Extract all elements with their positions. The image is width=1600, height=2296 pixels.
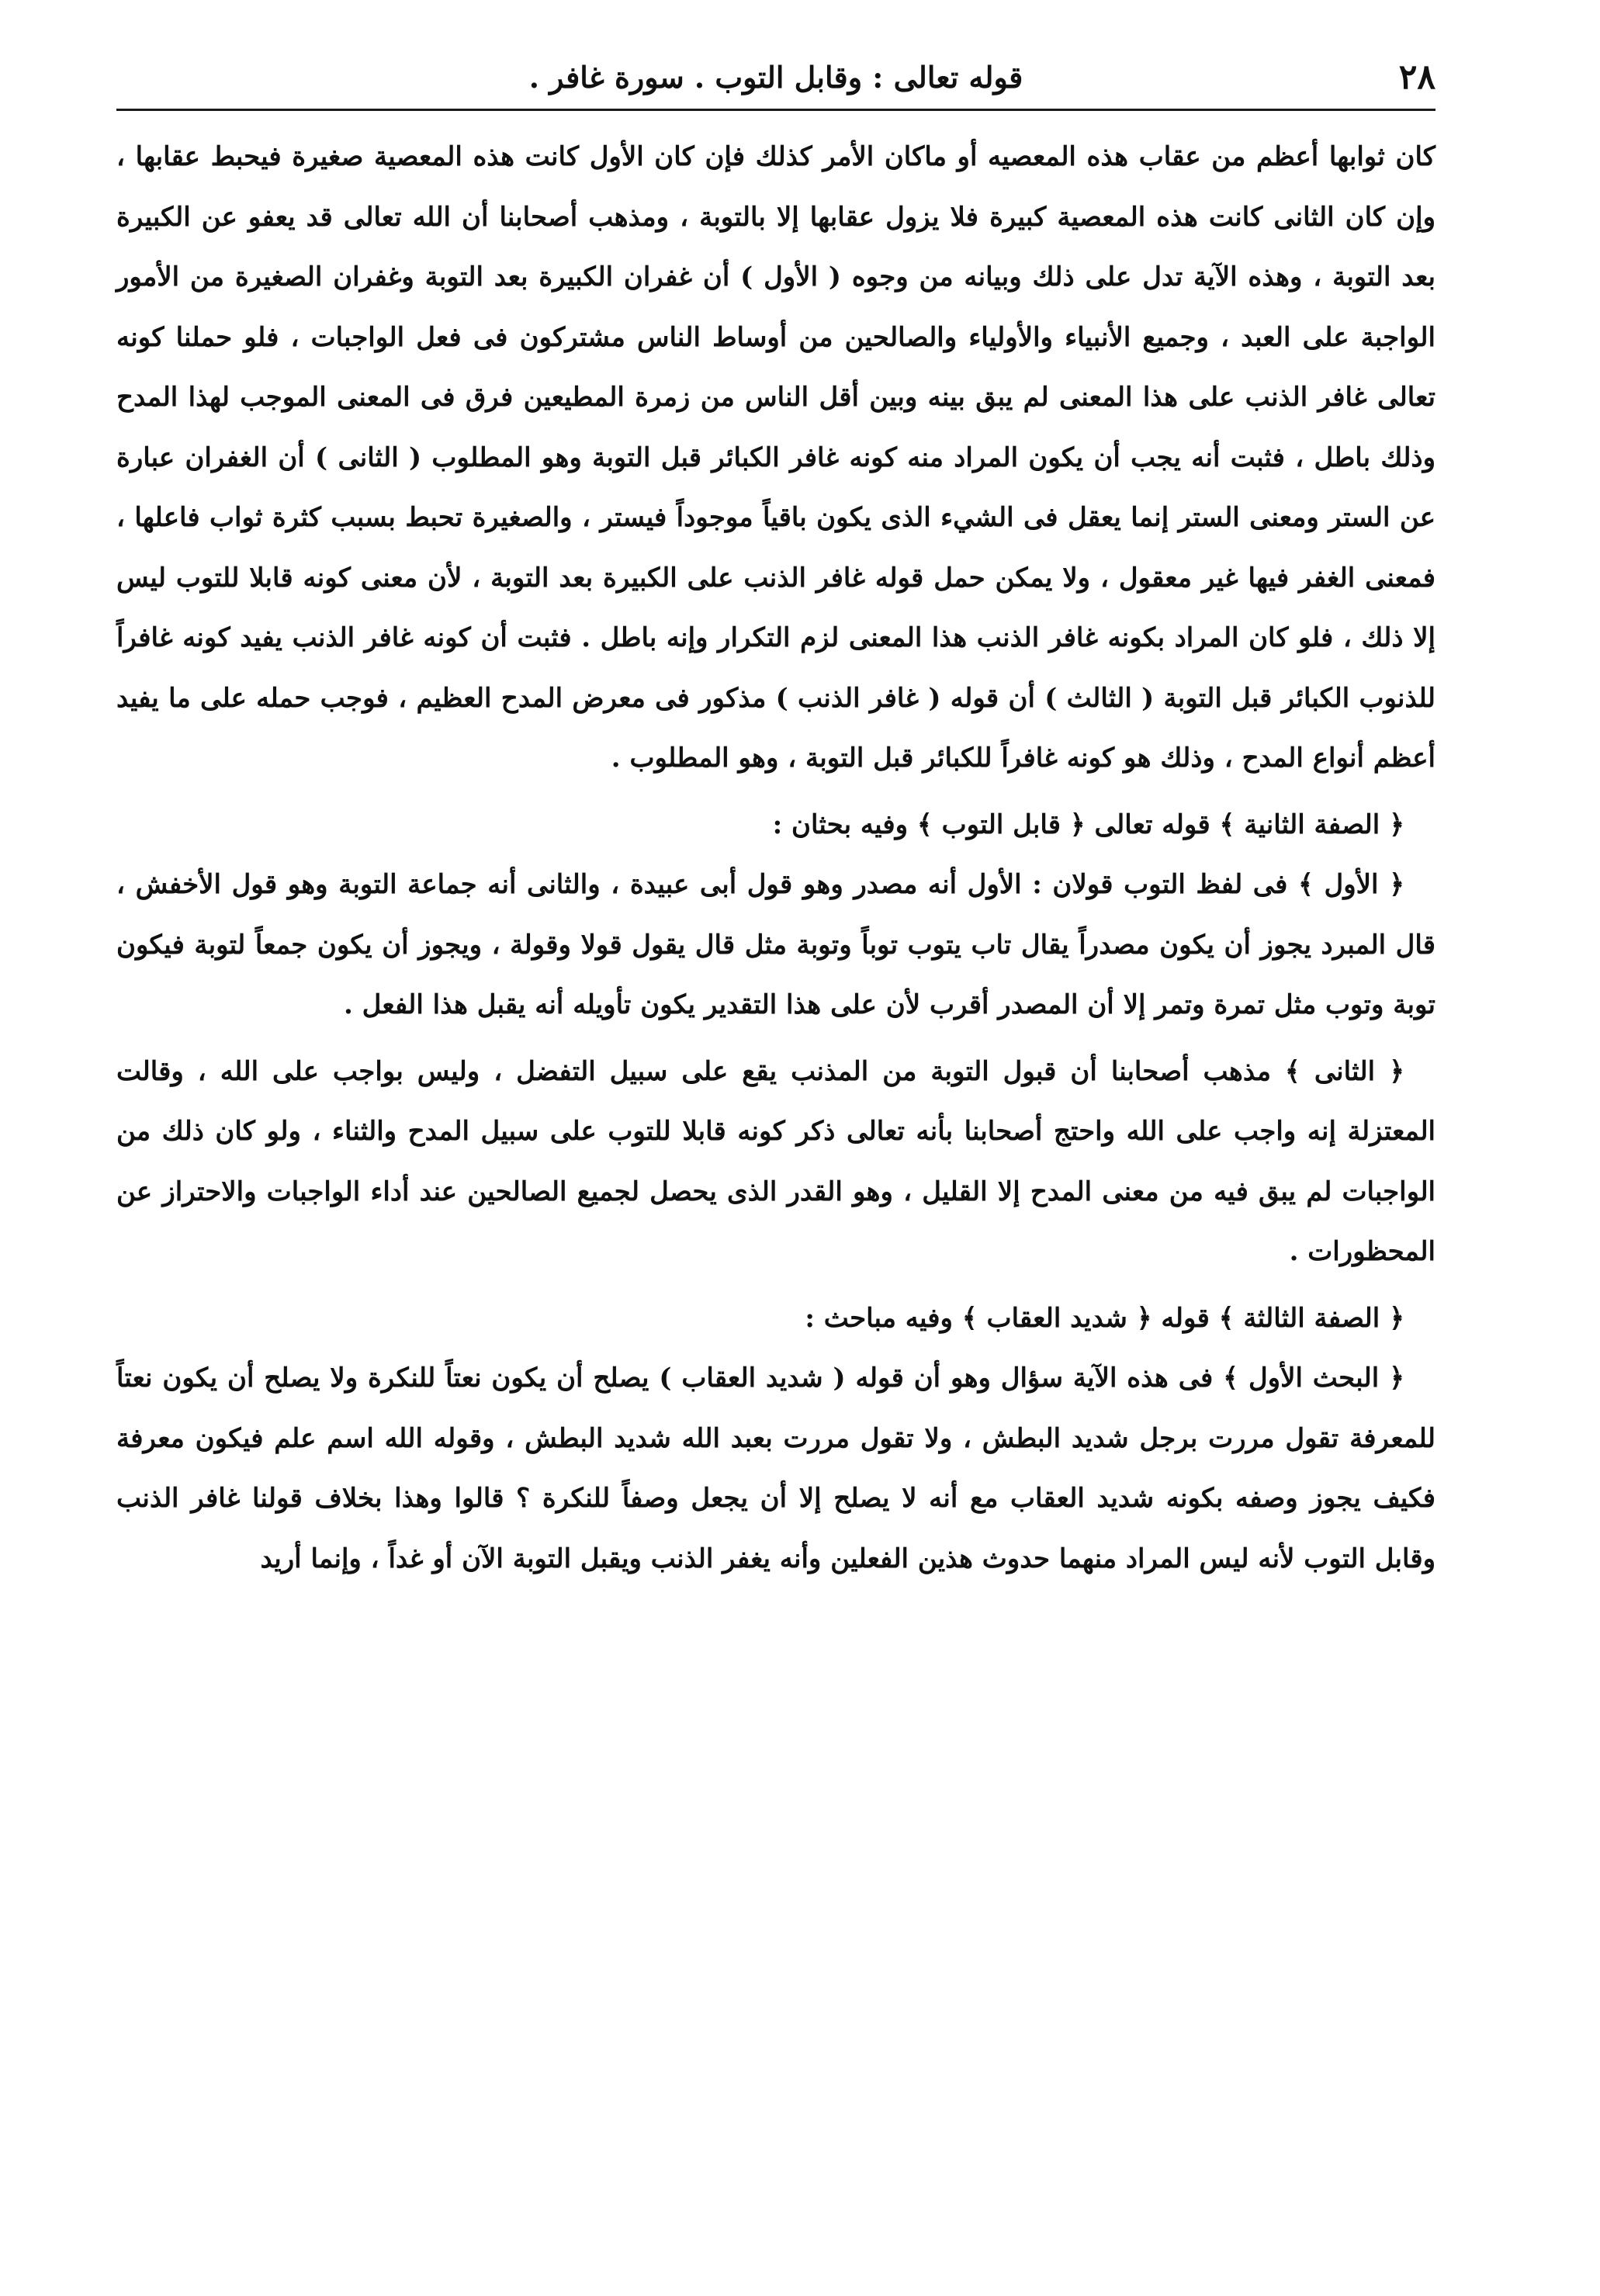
body-text	[116, 110, 1435, 1589]
running-header	[116, 47, 1435, 110]
paragraph-first-topic: ﴿ البحث الأول ﴾ فى هذه الآية سؤال وهو أن قوله ( شديد العقاب ) يصلح أن يكون نعتاً للنكرة ولا يصلح أن يكون نعتاً للمعرفة تقول مررت برجل شديد البطش ، ولا تقول مررت بعبد الله شديد البطش ، وقوله الله اسم علم فيكون معرفة فكيف يجوز وصفه بكونه شديد العقاب مع أنه لا يصلح إلا أن يجعل وصفاً للنكرة ؟ قالوا وهذا بخلاف قولنا غافر الذنب وقابل التوب لأنه ليس المراد منهما حدوث هذين الفعلين وأنه يغفر الذنب ويقبل التوبة الآن أو غداً ، وإنما أريد	[116, 1363, 1435, 1574]
running-title: قوله تعالى : وقابل التوب . سورة غافر .	[528, 60, 1023, 95]
page-number: ٢٨	[1398, 57, 1435, 97]
paragraph-second-discussion: ﴿ الثانى ﴾ مذهب أصحابنا أن قبول التوبة من المذنب يقع على سبيل التفضل ، وليس بواجب على الله ، وقالت المعتزلة إنه واجب على الله واحتج أصحابنا بأنه تعالى ذكر كونه قابلا للتوب على سبيل المدح والثناء ، ولو كان ذلك من الواجبات لم يبق فيه من معنى المدح إلا القليل ، وهو القدر الذى يحصل لجميع الصالحين عند أداء الواجبات والاحتراز عن المحظورات .	[116, 1055, 1435, 1267]
paragraph-first-discussion: ﴿ الأول ﴾ فى لفظ التوب قولان : الأول أنه مصدر وهو قول أبى عبيدة ، والثانى أنه جماعة التوبة وهو قول الأخفش ، قال المبرد يجوز أن يكون مصدراً يقال تاب يتوب توباً وتوبة مثل قال يقول قولا وقولة ، ويجوز أن يكون جمعاً لتوبة فيكون توبة وتوب مثل تمرة وتمر إلا أن المصدر أقرب لأن على هذا التقدير يكون تأويله أنه يقبل هذا الفعل .	[116, 869, 1435, 1020]
document-page	[116, 47, 1435, 2266]
paragraph-kabira-argument: كان ثوابها أعظم من عقاب هذه المعصيه أو ماكان الأمر كذلك فإن كان الأول كانت هذه المعصية صغيرة فيحبط عقابها ، وإن كان الثانى كانت هذه المعصية كبيرة فلا يزول عقابها إلا بالتوبة ، ومذهب أصحابنا أن الله تعالى قد يعفو عن الكبيرة بعد التوبة ، وهذه الآية تدل على ذلك وبيانه من وجوه ( الأول ) أن غفران الكبيرة بعد التوبة وغفران الصغيرة من الأمور الواجبة على العبد ، وجميع الأنبياء والأولياء والصالحين من أوساط الناس مشتركون فى فعل الواجبات ، فلو حملنا كونه تعالى غافر الذنب على هذا المعنى لم يبق بينه وبين أقل الناس من زمرة المطيعين فرق فى المعنى الموجب لهذا المدح وذلك باطل ، فثبت أنه يجب أن يكون المراد منه كونه غافر الكبائر قبل التوبة وهو المطلوب ( الثانى ) أن الغفران عبارة عن الستر ومعنى الستر إنما يعقل فى الشيء الذى يكون باقياً موجوداً فيستر ، والصغيرة تحبط بسبب كثرة ثواب فاعلها ، فمعنى الغفر فيها غير معقول ، ولا يمكن حمل قوله غافر الذنب على الكبيرة بعد التوبة ، لأن معنى كونه قابلا للتوب ليس إلا ذلك ، فلو كان المراد بكونه غافر الذنب هذا المعنى لزم التكرار وإنه باطل . فثبت أن كونه غافر الذنب يفيد كونه غافراً للذنوب الكبائر قبل التوبة ( الثالث ) أن قوله ( غافر الذنب ) مذكور فى معرض المدح العظيم ، فوجب حمله على ما يفيد أعظم أنواع المدح ، وذلك هو كونه غافراً للكبائر قبل التوبة ، وهو المطلوب .	[116, 141, 1435, 774]
section-heading-second-attribute: ﴿ الصفة الثانية ﴾ قوله تعالى ﴿ قابل التوب ﴾ وفيه بحثان :	[772, 809, 1404, 840]
section-heading-third-attribute: ﴿ الصفة الثالثة ﴾ قوله ﴿ شديد العقاب ﴾ وفيه مباحث :	[805, 1302, 1404, 1334]
header-rule	[116, 109, 1435, 111]
